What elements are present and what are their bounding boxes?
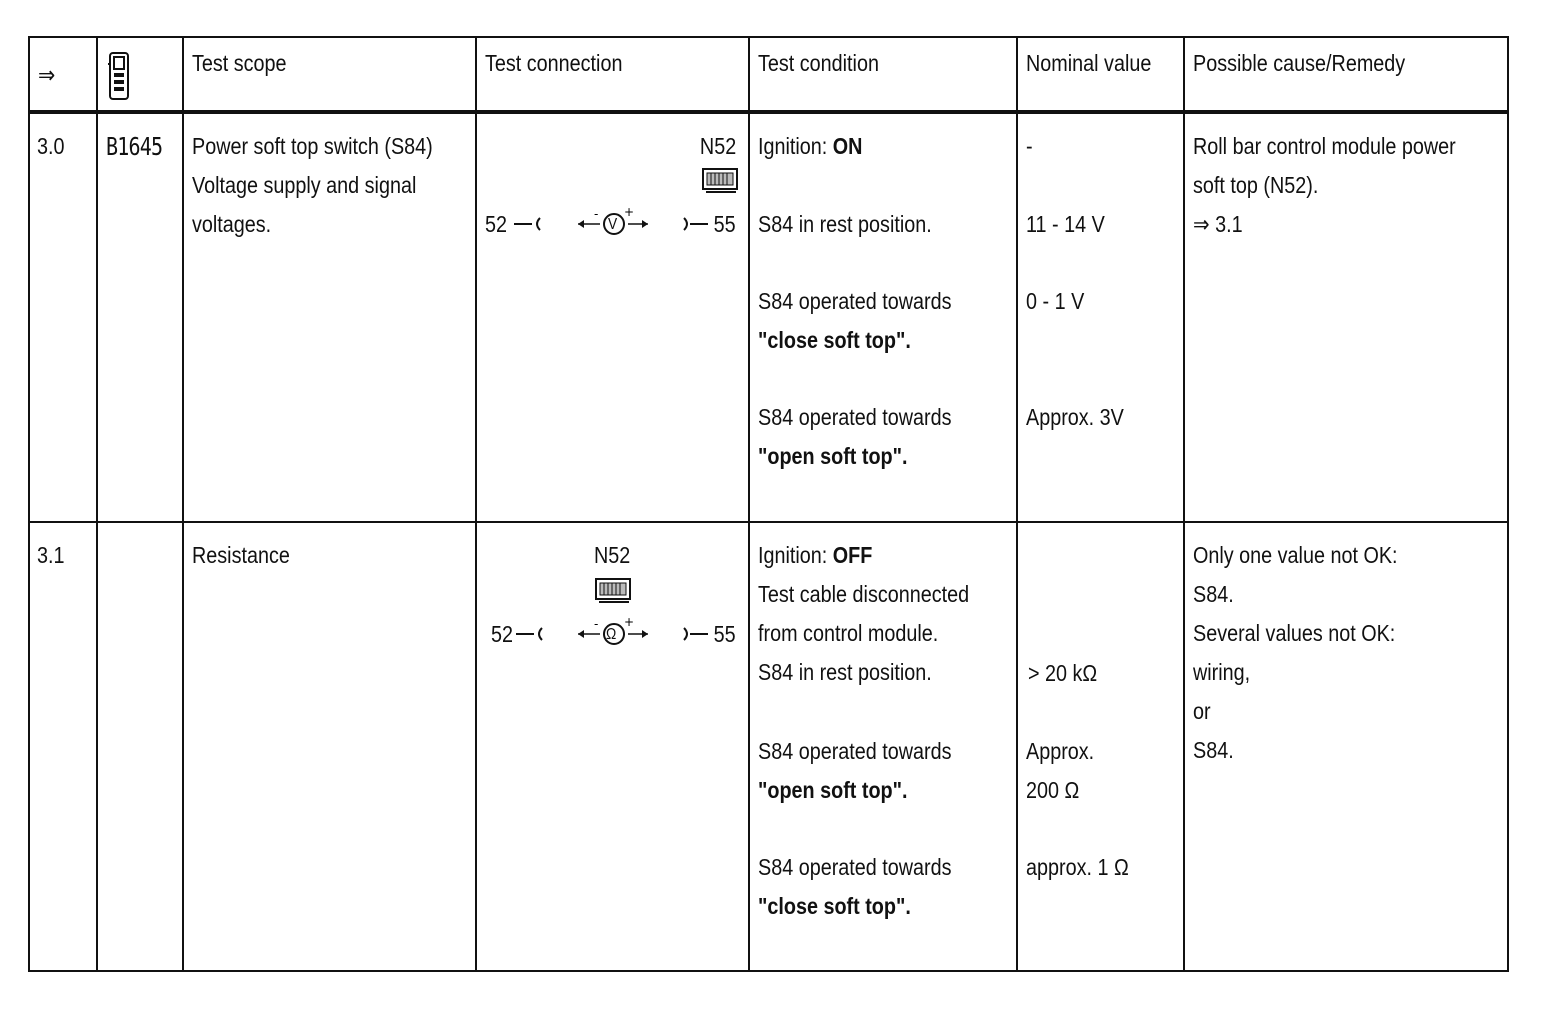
meter-unit: Ω <box>606 626 617 643</box>
header-nominal-value: Nominal value <box>1026 50 1152 76</box>
test-condition: S84 in rest position. <box>758 211 932 237</box>
test-condition: Ignition: OFF Test cable disconnected from control module. S84 in rest position. <box>758 542 970 685</box>
right-pin: 55 <box>713 621 736 647</box>
control-module-icon <box>595 578 633 604</box>
column-divider <box>475 38 477 970</box>
header-test-condition: Test condition <box>758 50 879 76</box>
column-divider <box>1016 38 1018 970</box>
svg-text:-: - <box>594 207 599 221</box>
column-divider <box>182 38 184 970</box>
test-condition: S84 operated towards "close soft top". <box>758 854 952 919</box>
row-divider <box>30 521 1507 523</box>
ohmmeter-symbol <box>516 615 746 652</box>
nominal-value: > 20 kΩ <box>1028 660 1098 686</box>
hand-tester-icon <box>108 52 132 102</box>
test-scope: Power soft top switch (S84) Voltage supply and signal voltages. <box>192 133 433 237</box>
right-pin: 55 <box>713 211 736 237</box>
svg-text:+: + <box>624 205 635 219</box>
header-test-scope: Test scope <box>192 50 287 76</box>
meter-unit: V <box>608 216 618 233</box>
test-condition: S84 operated towards "close soft top". <box>758 288 952 353</box>
header-possible-cause: Possible cause/Remedy <box>1193 50 1406 76</box>
reference-arrow-icon: ⇒ <box>38 61 56 89</box>
test-condition: Ignition: ON <box>758 133 863 159</box>
nominal-value: Approx. 200 Ω <box>1026 738 1095 803</box>
possible-cause: Roll bar control module power soft top (N52). ⇒ 3.1 <box>1193 127 1456 244</box>
test-condition: S84 operated towards "open soft top". <box>758 738 952 803</box>
column-divider <box>96 38 98 970</box>
nominal-value: - <box>1026 133 1033 159</box>
voltmeter-symbol <box>514 205 746 242</box>
svg-text:-: - <box>594 617 599 631</box>
svg-text:+: + <box>624 615 635 629</box>
nominal-value: 0 - 1 V <box>1026 288 1085 314</box>
test-condition: S84 operated towards "open soft top". <box>758 404 952 469</box>
header-divider <box>30 110 1507 114</box>
fault-code: B1645 <box>106 132 163 161</box>
diagnostic-test-table <box>28 36 1509 972</box>
step-number: 3.1 <box>37 542 65 568</box>
nominal-value: approx. 1 Ω <box>1026 854 1129 880</box>
left-pin: 52 <box>491 621 514 647</box>
step-number: 3.0 <box>37 133 65 159</box>
test-scope: Resistance <box>192 542 290 568</box>
module-label: N52 <box>594 542 631 568</box>
nominal-value: 11 - 14 V <box>1026 211 1105 237</box>
column-divider <box>748 38 750 970</box>
possible-cause: Only one value not OK: S84. Several values not OK: wiring, or S84. <box>1193 542 1398 763</box>
left-pin: 52 <box>485 211 508 237</box>
header-test-connection: Test connection <box>485 50 623 76</box>
module-label: N52 <box>699 133 736 159</box>
nominal-value: Approx. 3V <box>1026 404 1124 430</box>
control-module-icon <box>702 168 740 194</box>
column-divider <box>1183 38 1185 970</box>
cross-reference-link[interactable]: ⇒ 3.1 <box>1193 211 1243 237</box>
